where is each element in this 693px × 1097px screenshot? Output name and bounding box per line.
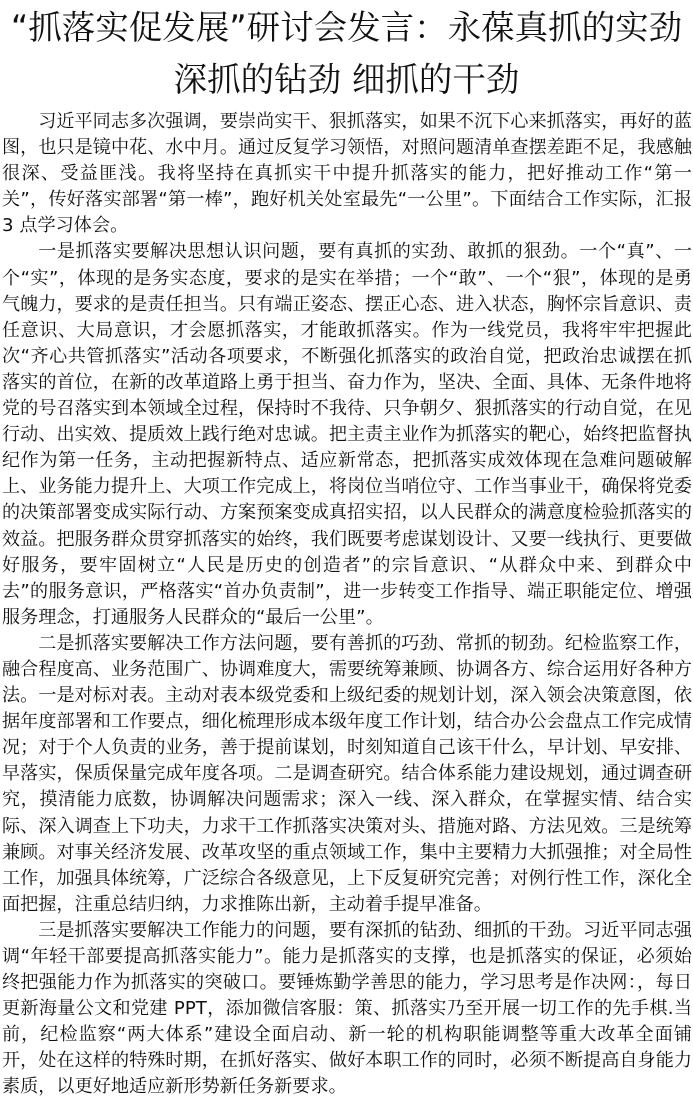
document-body — [0, 109, 693, 1097]
paragraph-point-one: 一是抓落实要解决思想认识问题，要有真抓的实劲、敢抓的狠劲。一个“真”、一个“实”，体现的是务实态度，要求的是实在举措；一个“敢”、一个“狠”，体现的是勇气魄力，要求的是责任担当。只有端正姿态、摆正心态、进入状态，胸怀宗旨意识、责任意识、大局意识，才会愿抓落实，才能敢抓落实。作为一线党员，我将牢牢把握此次“齐心共管抓落实”活动各项要求，不断强化抓落实的政治自觉，把政治忠诚摆在抓落实的首位，在新的改革道路上勇于担当、奋力作为，坚决、全面、具体、无条件地将党的号召落实到本领域全过程，保持时不我待、只争朝夕、狠抓落实的行动自觉，在见行动、出实效、提质效上践行绝对忠诚。把主责主业作为抓落实的靶心，始终把监督执纪作为第一任务，主动把握新特点、适应新常态，把抓落实成效体现在急难问题破解上、业务能力提升上、大项工作完成上，将岗位当哨位守、工作当事业干，确保将党委的决策部署变成实际行动、方案预案变成真招实招，以人民群众的满意度检验抓落实的效益。把服务群众贯穿抓落实的始终，我们既要考虑谋划设计、又要一线执行、更要做好服务，要牢固树立“人民是历史的创造者”的宗旨意识、“从群众中来、到群众中去”的服务意识，严格落实“首办负责制”，进一步转变工作指导、端正职能定位、增强服务理念，打通服务人民群众的“最后一公里”。 — [2, 241, 692, 628]
paragraph-point-three: 三是抓落实要解决工作能力的问题，要有深抓的钻劲、细抓的干劲。习近平同志强调“年轻干部要提高抓落实能力”。能力是抓落实的支撑，也是抓落实的保证，必须始终把强能力作为抓落实的突破口。要锤炼勤学善思的能力，学习思考是作决网：，每日更新海量公文和党建 PPT，添加微信客服：策、抓落实乃至开展一切工作的先手棋.当前，纪检监察“两大体系”建设全面启动、新一轮的机构职能调整等重大改革全面铺开，处在这样的特殊时期，在抓好落实、做好本职工作的同时，必须不断提高自身能力素质，以更好地适应新形势新任务新要求。 — [2, 919, 692, 1097]
paragraph-intro: 习近平同志多次强调，要崇尚实干、狠抓落实，如果不沉下心来抓落实，再好的蓝图，也只是镜中花、水中月。通过反复学习领悟，对照问题清单查摆差距不足，我感触很深、受益匪浅。我将坚持在真抓实干中提升抓落实的能力，把好推动工作“第一关”，传好落实部署“第一棒”，跑好机关处室最先“一公里”。下面结合工作实际，汇报 3 点学习体会。 — [2, 111, 692, 237]
document-title: “抓落实促发展”研讨会发言：永葆真抓的实劲 深抓的钻劲 细抓的干劲 — [10, 8, 683, 99]
paragraph-point-two: 二是抓落实要解决工作方法问题，要有善抓的巧劲、常抓的韧劲。纪检监察工作，融合程度高、业务范围广、协调难度大，需要统筹兼顾、协调各方、综合运用好各种方法。一是对标对表。主动对表本级党委和上级纪委的规划计划，深入领会决策意图，依据年度部署和工作要点，细化梳理形成本级年度工作计划，结合办公会盘点工作完成情况；对于个人负责的业务，善于提前谋划，时刻知道自己该干什么，早计划、早安排、早落实，保质保量完成年度各项。二是调查研究。结合体系能力建设规划，通过调查研究，摸清能力底数，协调解决问题需求；深入一线、深入群众，在掌握实情、结合实际、深入调查上下功夫，力求干工作抓落实决策对头、措施对路、方法见效。三是统筹兼顾。对事关经济发展、改革攻坚的重点领域工作，集中主要精力大抓强推；对全局性工作，加强具体统筹，广泛综合各级意见，上下反复研究完善；对例行性工作，深化全面把握，注重总结归纳，力求推陈出新，主动着手提早准备。 — [2, 632, 692, 915]
